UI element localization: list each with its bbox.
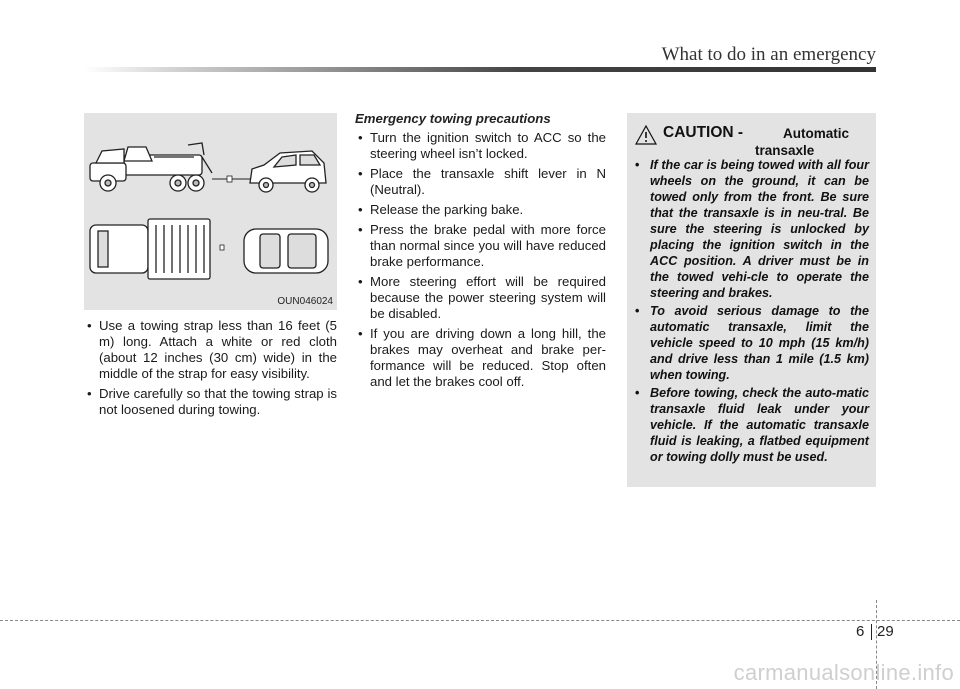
middle-column [355,111,606,394]
list-item: • Drive carefully so that the towing strap is not loosened during towing. [84,386,337,418]
caution-label: CAUTION - [663,124,744,141]
caution-box [627,113,876,487]
section-heading: Emergency towing precautions [355,111,551,126]
strap-marker-top [220,245,224,250]
watermark: carmanualsonline.info [733,660,954,685]
towing-illustration [84,113,337,310]
tow-truck-side-icon [90,143,212,191]
list-item: • More steering effort will be required because the power steering system will be disabled. [355,274,606,322]
list-item: • Turn the ignition switch to ACC so the steering wheel isn’t locked. [355,130,606,162]
towed-car-side-icon [250,151,326,192]
list-item: • Release the parking bake. [355,202,606,218]
footer-rule [0,620,960,621]
left-column [84,318,337,422]
tow-truck-top-icon [90,219,210,279]
towed-car-top-icon [244,229,328,273]
warning-triangle-icon [635,125,657,145]
list-item: • Press the brake pedal with more force than normal since you will have reduced brake performance. [355,222,606,270]
caution-subtitle-line2: transaxle [755,143,815,158]
precautions-list [355,130,606,390]
list-item: • Place the transaxle shift lever in N (Neutral). [355,166,606,198]
left-bullet-list [84,318,337,418]
figure-code: OUN046024 [277,296,333,307]
caution-subtitle-line1: Automatic [783,126,850,141]
towing-diagram-svg [84,113,337,310]
caution-list [633,157,869,467]
page-number: 29 [877,623,894,640]
list-item: • If you are driving down a long hill, the brakes may overheat and brake per-formance will be reduced. Stop often and let the brakes cool off. [355,326,606,390]
page-number-separator [871,624,872,640]
list-item: • To avoid serious damage to the automatic transaxle, limit the vehicle speed to 10 mph (15 km/h) and drive less than 1 mile (1.5 km) when towing. [633,303,869,383]
section-header-title: What to do in an emergency [661,44,876,65]
chapter-number: 6 [856,623,865,640]
caution-header [627,121,876,161]
list-item: • Use a towing strap less than 16 feet (5 m) long. Attach a white or red cloth (about 12 inches (30 cm) wide) in the middle of the strap for easy visibility. [84,318,337,382]
list-item: • If the car is being towed with all four wheels on the ground, it can be towed only from the front. Be sure that the transaxle is in neu-tral. Be sure the steering is unlocked by placing the ignition switch in the ACC position. A driver must be in the towed vehi-cle to operate the steering and brakes. [633,157,869,301]
list-item: • Before towing, check the auto-matic transaxle fluid leak under your vehicle. If the automatic transaxle fluid is leaking, a flatbed equipment or towing dolly must be used. [633,385,869,465]
header-rule [84,67,876,72]
